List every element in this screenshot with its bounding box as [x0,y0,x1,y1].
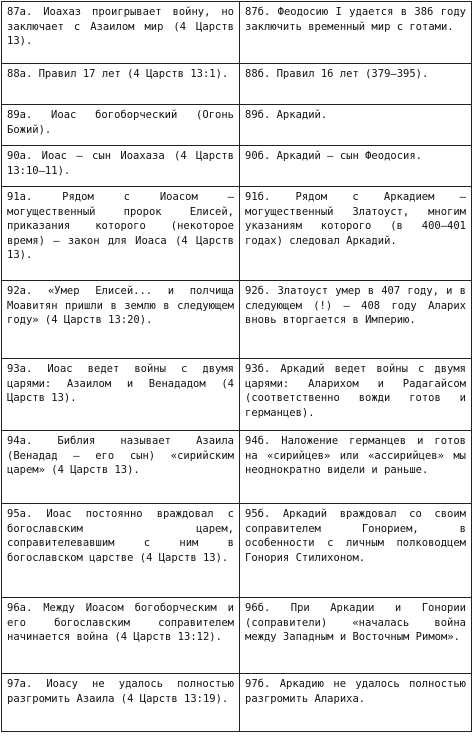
left-cell: 89а. Иоас богоборческий (Огонь Божий). [2,105,240,146]
table-row [2,187,472,281]
table-row [2,431,472,504]
left-cell: 90а. Иоас – сын Иоахаза (4 Царств 13:10–11). [2,146,240,187]
left-cell: 92а. «Умер Елисей... и полчища Моавитян пришли в землю в следующем году» (4 Царств 13:20). [2,281,240,359]
table-row [2,504,472,598]
table-row [2,359,472,431]
left-cell: 95а. Иоас постоянно враждовал с богославским царем, соправителевавшим с ним в богославском царстве (4 Царств 13). [2,504,240,598]
right-cell: 94б. Наложение германцев и готов на «сирийцев» или «ассирийцев» мы неоднократно видели и раньше. [240,431,472,504]
table-row [2,64,472,105]
right-cell: 91б. Рядом с Аркадием – могущественный Златоуст, многим указаниям которого (в 400–401 годах) следовал Аркадий. [240,187,472,281]
left-cell: 94а. Библия называет Азаила (Венадад – его сын) «сирийским царем» (4 Царств 13). [2,431,240,504]
right-cell: 90б. Аркадий – сын Феодосия. [240,146,472,187]
table-row [2,105,472,146]
table-row [2,674,472,732]
table-row [2,2,472,64]
left-cell: 91а. Рядом с Иоасом – могущественный пророк Елисей, приказания которого (некоторое время) – закон для Иоаса (4 Царств 13). [2,187,240,281]
table-body [2,2,472,732]
right-cell: 92б. Златоуст умер в 407 году, и в следующем (!) – 408 году Аларих вновь вторгается в Империю. [240,281,472,359]
left-cell: 97а. Иоасу не удалось полностью разгромить Азаила (4 Царств 13:19). [2,674,240,732]
table-row [2,598,472,674]
right-cell: 89б. Аркадий. [240,105,472,146]
table-row [2,146,472,187]
left-cell: 87а. Иоахаз проигрывает войну, но заключает с Азаилом мир (4 Царств 13). [2,2,240,64]
table-row [2,281,472,359]
right-cell: 87б. Феодосию I удается в 386 году заключить временный мир с готами. [240,2,472,64]
left-cell: 93а. Иоас ведет войны с двумя царями: Азаилом и Венададом (4 Царств 13). [2,359,240,431]
left-cell: 96а. Между Иоасом богоборческим и его богославским соправителем начинается война (4 Царств 13:12). [2,598,240,674]
right-cell: 96б. При Аркадии и Гонории (соправители) «началась война между Западным и Восточным Римом». [240,598,472,674]
right-cell: 88б. Правил 16 лет (379–395). [240,64,472,105]
right-cell: 95б. Аркадий враждовал со своим соправителем Гонорием, в особенности с личным полководцем Гонория Стилихоном. [240,504,472,598]
left-cell: 88а. Правил 17 лет (4 Царств 13:1). [2,64,240,105]
right-cell: 93б. Аркадий ведет войны с двумя царями: Аларихом и Радагайсом (соответственно вожди готов и германцев). [240,359,472,431]
comparison-table [1,1,472,732]
right-cell: 97б. Аркадию не удалось полностью разгромить Алариха. [240,674,472,732]
